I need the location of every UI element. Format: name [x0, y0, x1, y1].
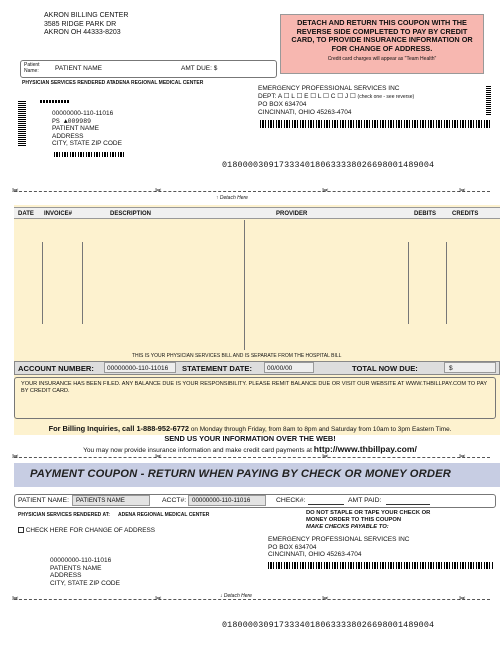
- top-ps-line: PS ▲009989: [52, 117, 92, 125]
- top-remit-address: [258, 85, 488, 116]
- separate-bill-note: THIS IS YOUR PHYSICIAN SERVICES BILL AND IS SEPARATE FROM THE HOSPITAL BILL: [132, 353, 342, 359]
- change-address-checkbox[interactable]: [18, 527, 24, 533]
- check-number-label: CHECK#:: [276, 497, 306, 504]
- web-payment-text: You may now provide insurance information and make credit card payments at: [83, 447, 314, 454]
- scissors-icon: ✂: [155, 186, 162, 195]
- payment-remit-city: CINCINNATI, OHIO 45263-4704: [268, 551, 362, 558]
- insurance-message: YOUR INSURANCE HAS BEEN FILED. ANY BALANCE DUE IS YOUR RESPONSIBILITY. PLEASE REMIT BALANCE DUE OR VISIT OUR WEBSITE AT WWW.THBILLPAY.COM TO PAY BY CREDIT CARD.: [21, 381, 487, 394]
- payment-patient-address-block: [50, 557, 120, 587]
- billing-inquiries: [0, 424, 500, 433]
- top-patient-address: ADDRESS: [52, 132, 84, 140]
- top-scanline: 01800003091733340180633338026698001489004: [222, 160, 435, 170]
- amount-paid-field[interactable]: [386, 497, 430, 505]
- payment-account-line: 00000000-110-11016: [50, 557, 112, 564]
- total-due-value: $: [444, 362, 496, 373]
- scissors-icon: ✂: [459, 186, 466, 195]
- patient-name-value: PATIENT NAME: [55, 65, 102, 72]
- no-staple-note: DO NOT STAPLE OR TAPE YOUR CHECK OR MONEY ORDER TO THIS COUPON: [306, 510, 431, 523]
- check-number-field[interactable]: [308, 497, 344, 505]
- top-patient-name: PATIENT NAME: [52, 125, 99, 132]
- account-number-value: 00000000-110-11016: [104, 362, 176, 373]
- change-address-label: CHECK HERE FOR CHANGE OF ADDRESS: [25, 527, 156, 534]
- detach-notice: [280, 14, 484, 74]
- credit-card-note: Credit card charges will appear as "Team Health": [327, 56, 437, 63]
- account-number-label: ACCOUNT NUMBER:: [18, 364, 94, 373]
- scissors-icon: ✂: [12, 594, 19, 603]
- web-payment-link[interactable]: http://www.thbillpay.com/: [313, 444, 417, 454]
- services-rendered-value: ADENA REGIONAL MEDICAL CENTER: [112, 80, 204, 86]
- column-invoice: INVOICE#: [44, 211, 73, 217]
- payment-coupon-title: PAYMENT COUPON - RETURN WHEN PAYING BY CHECK OR MONEY ORDER: [30, 468, 451, 480]
- stacked-barcode-right: [486, 85, 491, 115]
- detach-line-bottom: [14, 599, 490, 600]
- top-remit-city: CINCINNATI, OHIO 45263-4704: [258, 108, 352, 116]
- top-remit-barcode: [260, 120, 490, 128]
- payment-patient-value: PATIENTS NAME: [72, 495, 150, 506]
- sender-street: 3585 RIDGE PARK DR: [44, 20, 117, 28]
- arrow-up-icon: ↑: [216, 195, 220, 201]
- services-rendered-label: PHYSICIAN SERVICES RENDERED AT:: [22, 80, 114, 86]
- column-divider: [244, 220, 245, 350]
- scissors-icon: ✂: [322, 452, 329, 461]
- top-remit-box: PO BOX 634704: [258, 101, 307, 108]
- arrow-down-icon: ↓: [220, 593, 224, 599]
- scissors-icon: ✂: [12, 452, 19, 461]
- stacked-barcode-left: [18, 100, 26, 146]
- statement-date-value: 00/00/00: [264, 362, 314, 373]
- sender-name: AKRON BILLING CENTER: [44, 12, 129, 19]
- statement-date-label: STATEMENT DATE:: [182, 364, 253, 373]
- payment-remit-box: PO BOX 634704: [268, 543, 317, 551]
- detach-line-top: [14, 191, 490, 192]
- detach-line-middle: [14, 457, 490, 458]
- scissors-icon: ✂: [322, 594, 329, 603]
- column-divider: [82, 242, 83, 324]
- scissors-icon: ✂: [155, 594, 162, 603]
- top-remit-name: EMERGENCY PROFESSIONAL SERVICES INC: [258, 85, 400, 92]
- payment-acct-value: 00000000-110-11016: [188, 495, 266, 506]
- patient-name-label: Patient Name:: [24, 62, 40, 74]
- change-address-option[interactable]: [18, 527, 155, 534]
- column-date: DATE: [18, 211, 34, 217]
- web-payment-line: [0, 444, 500, 454]
- detach-here-top: ↑ Detach Here: [216, 195, 248, 201]
- amount-due-label: AMT DUE: $: [181, 65, 218, 72]
- payment-patient-address: ADDRESS: [50, 572, 82, 579]
- remit-dept-label: DEPT:: [258, 92, 277, 100]
- scissors-icon: ✂: [12, 186, 19, 195]
- column-divider: [408, 242, 409, 324]
- column-divider: [446, 242, 447, 324]
- billing-phone: For Billing Inquiries, call 1-888-952-6772: [48, 424, 190, 433]
- top-account-line: 00000000-110-11016: [52, 110, 114, 117]
- payment-patient-label: PATIENT NAME:: [18, 497, 69, 504]
- total-due-label: TOTAL NOW DUE:: [352, 364, 418, 373]
- scissors-icon: ✂: [155, 452, 162, 461]
- billing-hours: on Monday through Friday, from 8am to 8pm and Saturday from 10am to 3pm Eastern Time.: [189, 426, 452, 433]
- scissors-icon: ✂: [459, 452, 466, 461]
- sender-address: [44, 12, 204, 38]
- sender-city: AKRON OH 44333-8203: [44, 29, 121, 36]
- payment-services-label: PHYSICIAN SERVICES RENDERED AT:: [18, 512, 110, 518]
- column-debits: DEBITS: [414, 211, 437, 217]
- payment-scanline: 01800003091733340180633338026698001489004: [222, 620, 435, 630]
- column-divider: [42, 242, 43, 324]
- column-provider: PROVIDER: [276, 211, 308, 217]
- payment-remit-name: EMERGENCY PROFESSIONAL SERVICES INC: [268, 536, 410, 543]
- detach-here-bottom: ↓ Detach Here: [220, 593, 252, 599]
- detach-notice-text: DETACH AND RETURN THIS COUPON WITH THE REVERSE SIDE COMPLETED TO PAY BY CREDIT CARD, TO PROVIDE INSURANCE INFORMATION OR FOR CHANGE OF ADDRESS.: [291, 18, 473, 53]
- payment-patient-name: PATIENTS NAME: [50, 564, 102, 572]
- column-credits: CREDITS: [452, 211, 479, 217]
- payment-acct-label: ACCT#:: [162, 497, 187, 504]
- scissors-icon: ✂: [459, 594, 466, 603]
- top-patient-box: [20, 60, 277, 78]
- send-info-heading: SEND US YOUR INFORMATION OVER THE WEB!: [164, 434, 336, 443]
- scissors-icon: ✂: [322, 186, 329, 195]
- payment-remit-address: [268, 536, 409, 559]
- insurance-message-box: [14, 377, 496, 419]
- imb-barcode: [40, 100, 70, 103]
- column-description: DESCRIPTION: [110, 211, 152, 217]
- payment-remit-barcode: [268, 562, 494, 569]
- top-patient-barcode: [54, 152, 124, 157]
- payment-patient-city: CITY, STATE ZIP CODE: [50, 579, 120, 587]
- payable-to-label: MAKE CHECKS PAYABLE TO:: [306, 524, 389, 530]
- top-patient-address-block: [52, 110, 122, 148]
- remit-dept-codes[interactable]: A ☐ L ☐ E ☐ L ☐ C ☐ J ☐: [277, 92, 356, 100]
- remit-dept-note: (check one - see reverse): [357, 93, 415, 100]
- top-patient-city: CITY, STATE ZIP CODE: [52, 140, 122, 147]
- payment-services-value: ADENA REGIONAL MEDICAL CENTER: [118, 512, 210, 518]
- amount-paid-label: AMT PAID:: [348, 497, 382, 504]
